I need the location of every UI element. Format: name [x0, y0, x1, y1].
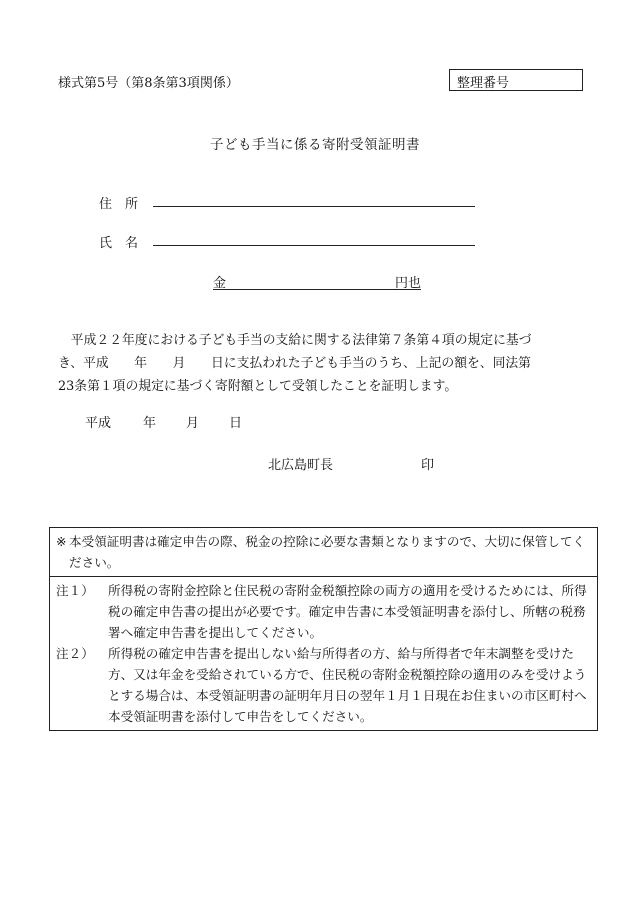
- certification-line-1: 平成２２年度における子ども手当の支給に関する法律第７条第４項の規定に基づ: [58, 333, 532, 348]
- caution-text: 本受領証明書は確定申告の際、税金の控除に必要な書類となりますので、大切に保管してください。: [69, 534, 586, 570]
- note-2-mark: 注２）: [56, 646, 94, 661]
- certification-line-3: 23条第１項の規定に基づく寄附額として受領したことを証明します。: [58, 379, 458, 394]
- address-label: 住 所: [99, 197, 139, 212]
- address-line[interactable]: [153, 206, 475, 207]
- amount-line[interactable]: [213, 272, 421, 290]
- document-title: 子ども手当に係る寄附受領証明書: [210, 137, 420, 153]
- issue-date: [85, 412, 242, 431]
- caution-mark: ※: [56, 534, 67, 549]
- amount-prefix: 金: [213, 276, 227, 291]
- notes-row: [50, 576, 597, 730]
- note-1-mark: 注１）: [56, 583, 94, 598]
- issuer-title: 北広島町長: [268, 458, 334, 473]
- caution-note: [56, 531, 591, 573]
- date-month: 月: [186, 416, 200, 431]
- amount-suffix: 円也: [394, 276, 421, 291]
- note-2: [56, 643, 591, 727]
- reference-number-box[interactable]: [449, 69, 583, 91]
- name-label: 氏 名: [99, 236, 139, 251]
- name-line[interactable]: [153, 245, 475, 246]
- certification-text: [58, 329, 583, 398]
- caution-row: [50, 528, 597, 576]
- date-era: 平成: [85, 416, 112, 431]
- note-1: [56, 580, 591, 643]
- notes-box: [49, 527, 598, 731]
- note-2-text: 所得税の確定申告書を提出しない給与所得者の方、給与所得者で年末調整を受けた方、又は年金を受給されている方で、住民税の寄附金税額控除の適用のみを受けようとする場合は、本受領証明書の証明年月日の翌年１月１日現在お住まいの市区町村へ本受領証明書を添付して申告をしてください。: [108, 646, 587, 724]
- seal-mark: 印: [421, 458, 435, 473]
- certification-line-2: き、平成 年 月 日に支払われた子ども手当のうち、上記の額を、同法第: [58, 356, 531, 371]
- note-1-text: 所得税の寄附金控除と住民税の寄附金税額控除の両方の適用を受けるためには、所得税の確定申告書の提出が必要です。確定申告書に本受領証明書を添付し、所轄の税務署へ確定申告書を提出してください。: [108, 583, 587, 640]
- date-day: 日: [229, 416, 243, 431]
- date-year: 年: [143, 416, 157, 431]
- reference-number-label: 整理番号: [457, 76, 510, 91]
- form-number: 様式第5号（第8条第3項関係）: [58, 76, 239, 91]
